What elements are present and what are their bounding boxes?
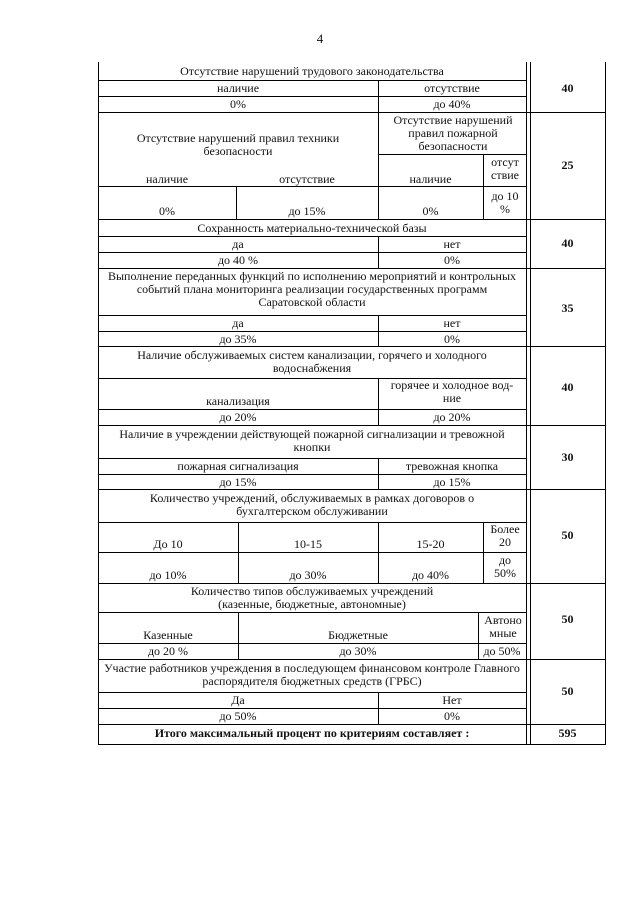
criterion-1-val-2: до 40%	[433, 97, 471, 111]
criterion-2-col-3: наличие	[409, 172, 452, 186]
criterion-7-title: Количество учреждений, обслуживаемых в рамках договоров о бухгалтерском обслуживании	[149, 491, 475, 518]
criterion-9-val-1: до 50%	[219, 709, 257, 723]
criterion-7-max: 50	[561, 528, 574, 542]
criterion-8-max: 50	[561, 612, 574, 626]
criterion-4-title: Выполнение переданных функций по исполнению мероприятий и контрольных событий плана мониторинга реализации государственных программ Саратовской области	[107, 269, 517, 309]
criterion-9-title: Участие работников учреждения в последующем финансовом контроле Главного распорядителя бюджетных средств (ГРБС)	[104, 661, 520, 688]
criterion-4-max: 35	[561, 301, 574, 315]
total-value: 595	[558, 726, 577, 740]
criterion-3-title: Сохранность материально-технической базы	[197, 221, 427, 235]
criterion-6-col-1: пожарная сигнализация	[177, 459, 299, 473]
criterion-2-val-3: 0%	[422, 204, 439, 218]
criterion-8-col-2: Бюджетные	[328, 628, 388, 642]
criterion-9-col-2: Нет	[442, 693, 462, 707]
criterion-2-col-2: отсутствие	[279, 172, 335, 186]
criterion-8-val-3: до 50%	[483, 644, 521, 658]
criterion-1-val-1: 0%	[230, 97, 246, 111]
criterion-9-val-2: 0%	[444, 709, 460, 723]
criterion-7-val-1: до 10%	[149, 568, 187, 582]
criterion-6-col-2: тревожная кнопка	[405, 459, 499, 473]
total-label: Итого максимальный процент по критериям составляет :	[154, 726, 470, 740]
criterion-6-val-2: до 15%	[433, 475, 471, 489]
criterion-2-val-4: до 10 %	[491, 189, 519, 216]
criterion-5-col-2: горячее и холодное вод- ние	[390, 378, 514, 405]
criterion-1-col-1: наличие	[216, 81, 260, 95]
criterion-3-col-2: нет	[443, 237, 461, 251]
criterion-1-title: Отсутствие нарушений трудового законодательства	[180, 64, 444, 78]
criterion-4-col-2: нет	[443, 316, 461, 330]
criterion-7-col-4: Более 20	[490, 522, 520, 549]
criterion-7-col-2: 10-15	[294, 537, 322, 551]
criterion-9-max: 50	[561, 684, 574, 698]
criterion-5-val-2: до 20%	[433, 410, 471, 424]
criterion-2-right-title: Отсутствие нарушений правил пожарной безопасности	[393, 113, 513, 153]
page-number: 4	[316, 31, 324, 46]
criterion-7-val-2: до 30%	[289, 568, 327, 582]
criterion-9-col-1: Да	[231, 693, 245, 707]
criterion-8-val-1: до 20 %	[147, 644, 189, 658]
criterion-1-col-2: отсутствие	[424, 81, 480, 95]
criterion-2-max: 25	[561, 158, 574, 172]
criterion-3-max: 40	[561, 236, 574, 250]
criterion-8-col-3: Автоно мные	[484, 613, 522, 640]
criterion-2-col-1: наличие	[145, 172, 189, 186]
criterion-7-val-4: до 50%	[494, 553, 516, 580]
criterion-3-val-1: до 40 %	[217, 253, 259, 267]
criterion-6-max: 30	[561, 450, 574, 464]
criterion-6-val-1: до 15%	[219, 475, 257, 489]
criterion-4-val-2: 0%	[444, 332, 460, 346]
criterion-8-val-2: до 30%	[339, 644, 377, 658]
criterion-8-title: Количество типов обслуживаемых учреждений (казенные, бюджетные, автономные)	[190, 584, 434, 611]
criterion-4-col-1: да	[232, 316, 244, 330]
criterion-2-left-title: Отсутствие нарушений правил техники безопасности	[136, 131, 340, 158]
criterion-8-col-1: Казенные	[143, 628, 193, 642]
criterion-2-val-2: до 15%	[288, 204, 326, 218]
criteria-table	[98, 62, 606, 745]
criterion-7-col-3: 15-20	[416, 537, 445, 551]
criterion-7-val-3: до 40%	[411, 568, 450, 582]
criterion-5-max: 40	[561, 380, 574, 394]
criterion-2-val-1: 0%	[159, 204, 175, 218]
criterion-4-val-1: до 35%	[219, 332, 257, 346]
criterion-5-val-1: до 20%	[219, 410, 257, 424]
criterion-6-title: Наличие в учреждении действующей пожарной сигнализации и тревожной кнопки	[119, 427, 505, 454]
criterion-3-val-2: 0%	[444, 253, 460, 267]
criterion-2-col-4: отсут ствие	[491, 155, 519, 182]
criterion-3-col-1: да	[232, 237, 244, 251]
criterion-7-col-1: До 10	[153, 537, 183, 551]
criterion-1-max: 40	[561, 81, 574, 95]
criterion-5-col-1: канализация	[206, 394, 270, 408]
criterion-5-title: Наличие обслуживаемых систем канализации, горячего и холодного водоснабжения	[137, 348, 487, 375]
